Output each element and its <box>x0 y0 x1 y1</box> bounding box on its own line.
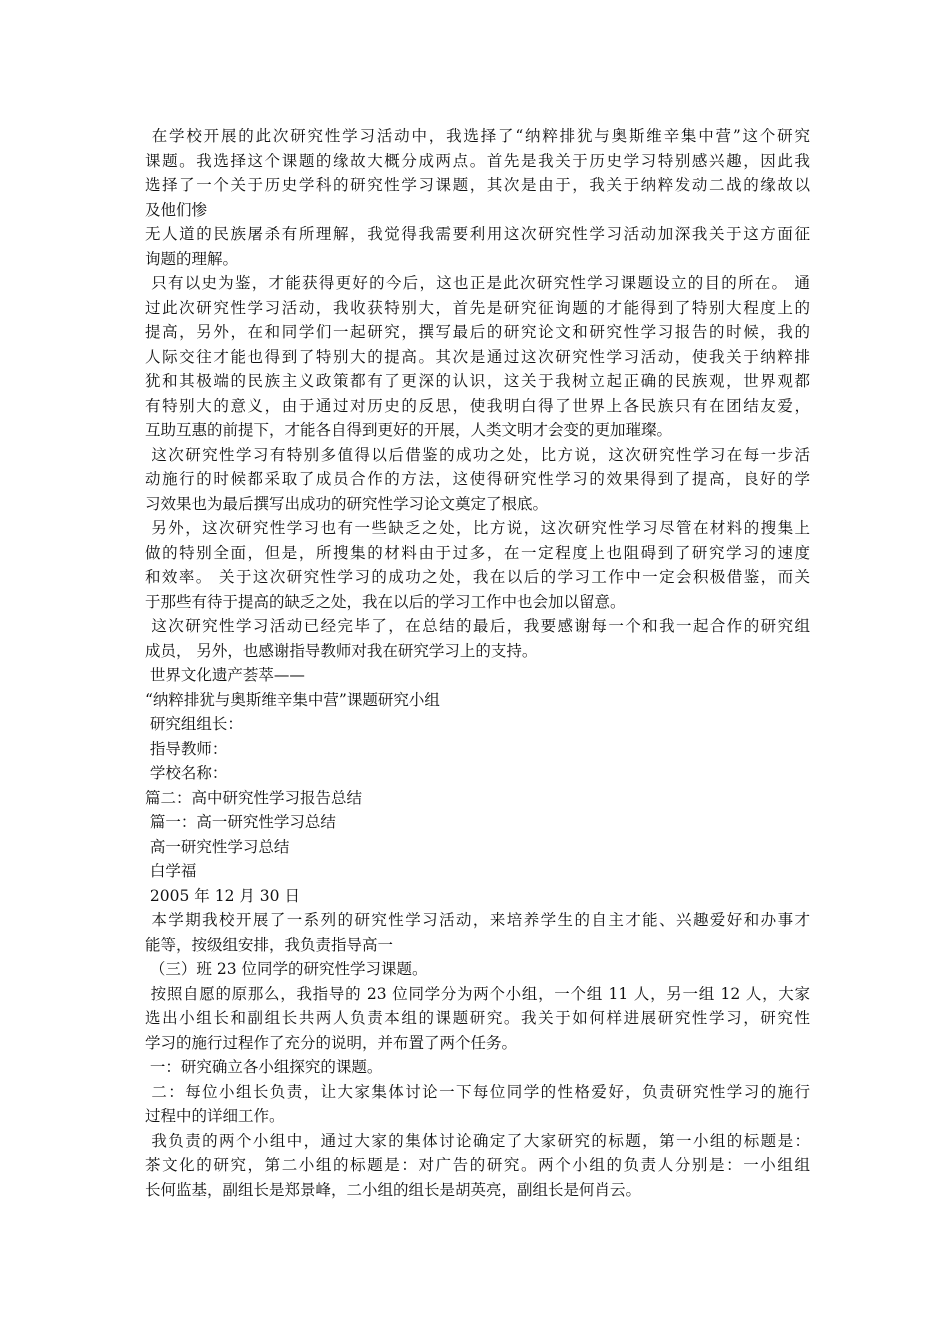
text-line: 本学期我校开展了一系列的研究性学习活动，来培养学生的自主才能、兴趣爱好和办事才 <box>145 911 810 929</box>
text-line: 2005 年 12 月 30 日 <box>145 886 300 905</box>
text-line: 篇一：高一研究性学习总结 <box>145 813 336 831</box>
text-line: 学习的施行过程作了充分的说明，并布置了两个任务。 <box>145 1033 518 1052</box>
text-line: 选出小组长和副组长共两人负责本组的课题研究。我关于如何样进展研究性学习，研究性 <box>145 1009 810 1027</box>
text-line: 长何监基，副组长是郑景峰，二小组的组长是胡英亮，副组长是何肖云。 <box>145 1180 642 1199</box>
text-line: 按照自愿的原那么，我指导的 23 位同学分为两个小组，一个组 11 人，另一组 12 人，大家 <box>145 984 810 1003</box>
text-line: 无人道的民族屠杀有所理解，我觉得我需要利用这次研究性学习活动加深我关于这方面征 <box>145 225 810 243</box>
document-body <box>145 124 810 1202</box>
text-line: 世界文化遗产荟萃—— <box>145 666 305 684</box>
text-line: 过此次研究性学习活动，我收获特别大，首先是研究征询题的才能得到了特别大程度上的 <box>145 298 810 317</box>
text-line: 我负责的两个小组中，通过大家的集体讨论确定了大家研究的标题，第一小组的标题是： <box>145 1131 810 1150</box>
text-line: 和效率。 关于这次研究性学习的成功之处，我在以后的学习工作中一定会积极借鉴，而关 <box>145 568 810 586</box>
text-line: 动施行的时候都采取了成员合作的方法，这使得研究性学习的效果得到了提高，良好的学 <box>145 470 810 488</box>
text-line: 有特别大的意义，由于通过对历史的反思，使我明白得了世界上各民族只有在团结友爱， <box>145 396 810 415</box>
text-line: 只有以史为鉴，才能获得更好的今后，这也正是此次研究性学习课题设立的目的所在。 通 <box>145 274 810 292</box>
text-line: 及他们惨 <box>145 200 208 219</box>
text-line: （三）班 23 位同学的研究性学习课题。 <box>145 960 428 978</box>
text-line: 课题。我选择这个课题的缘故大概分成两点。首先是我关于历史学习特别感兴趣，因此我 <box>145 151 810 170</box>
text-line: 做的特别全面，但是，所搜集的材料由于过多，在一定程度上也阻碍到了研究学习的速度 <box>145 543 810 562</box>
text-line: 询题的理解。 <box>145 249 239 268</box>
text-line: 选择了一个关于历史学科的研究性学习课题，其次是由于，我关于纳粹发动二战的缘故以 <box>145 176 810 194</box>
text-line: 这次研究性学习活动已经完毕了，在总结的最后，我要感谢每一个和我一起合作的研究组 <box>145 617 810 635</box>
text-line: 研究组组长： <box>145 715 243 733</box>
text-line: 高一研究性学习总结 <box>145 837 290 856</box>
text-line: 白学福 <box>145 862 197 880</box>
text-line: 于那些有待于提高的缺乏之处，我在以后的学习工作中也会加以留意。 <box>145 592 626 611</box>
text-line: 二：每位小组长负责，让大家集体讨论一下每位同学的性格爱好，负责研究性学习的施行 <box>145 1082 810 1101</box>
text-line: 互助互惠的前提下，才能各自得到更好的开展，人类文明才会变的更加璀璨。 <box>145 421 673 439</box>
text-line: 提高，另外，在和同学们一起研究，撰写最后的研究论文和研究性学习报告的时候，我的 <box>145 323 810 341</box>
text-line: 另外，这次研究性学习也有一些缺乏之处，比方说，这次研究性学习尽管在材料的搜集上 <box>145 519 810 537</box>
text-line: 成员， 另外，也感谢指导教师对我在研究学习上的支持。 <box>145 641 538 660</box>
text-line: 习效果也为最后撰写出成功的研究性学习论文奠定了根底。 <box>145 494 549 513</box>
text-line: 指导教师： <box>145 739 228 758</box>
text-line: 茶文化的研究，第二小组的标题是：对广告的研究。两个小组的负责人分别是：一小组组 <box>145 1156 810 1174</box>
text-line: 人际交往才能也得到了特别大的提高。其次是通过这次研究性学习活动，使我关于纳粹排 <box>145 347 810 366</box>
text-line: 犹和其极端的民族主义政策都有了更深的认识，这关于我树立起正确的民族观，世界观都 <box>145 372 810 390</box>
text-line: 学校名称： <box>145 764 228 782</box>
text-line: “纳粹排犹与奥斯维辛集中营”课题研究小组 <box>145 690 440 709</box>
text-line: 这次研究性学习有特别多值得以后借鉴的成功之处，比方说，这次研究性学习在每一步活 <box>145 445 810 464</box>
text-line: 能等，按级组安排，我负责指导高一 <box>145 935 394 954</box>
text-line: 篇二：高中研究性学习报告总结 <box>145 788 363 807</box>
text-line: 在学校开展的此次研究性学习活动中，我选择了“纳粹排犹与奥斯维辛集中营”这个研究 <box>145 127 810 145</box>
text-line: 过程中的详细工作。 <box>145 1107 285 1125</box>
text-line: 一：研究确立各小组探究的课题。 <box>145 1058 383 1076</box>
